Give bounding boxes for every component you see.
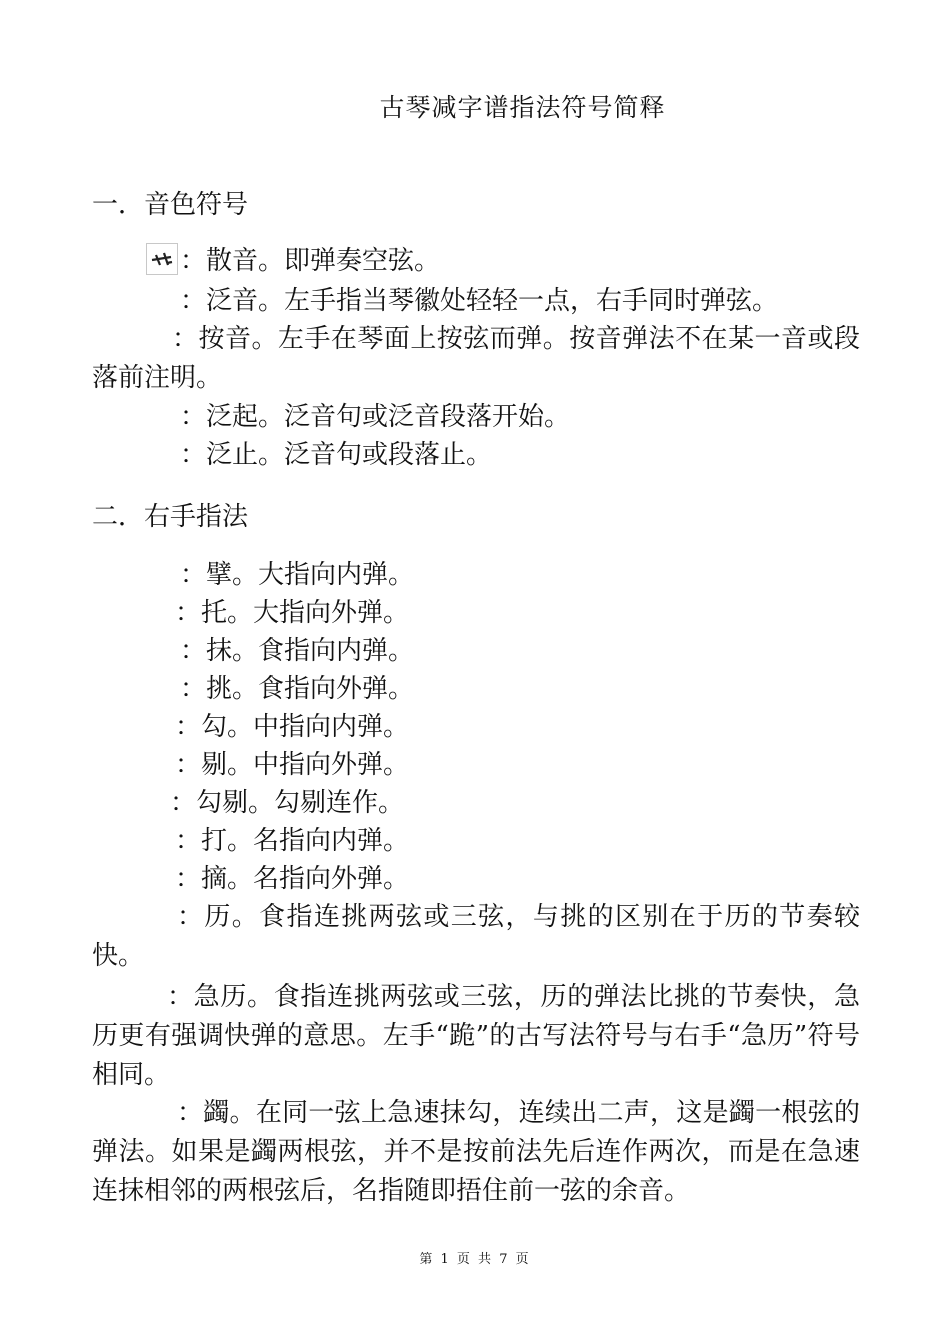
section-heading-timbre: 一．音色符号 [92, 190, 249, 220]
sanyin-symbol-icon [146, 243, 178, 275]
list-item-anyin: ：按音。左手在琴面上按弦而弹。按音弹法不在某一音或段落前注明。 [92, 324, 860, 393]
list-item-ti: ：剔。中指向外弹。 [175, 750, 410, 780]
list-item-fanqi: ：泛起。泛音句或泛音段落开始。 [180, 402, 571, 432]
list-item-bo: ：擘。大指向内弹。 [180, 560, 415, 590]
list-item-tuo: ：托。大指向外弹。 [175, 598, 410, 628]
list-item-gouti: ：勾剔。勾剔连作。 [170, 788, 405, 818]
list-item-zhai: ：摘。名指向外弹。 [175, 864, 410, 894]
list-item-fanzhi: ：泛止。泛音句或段落止。 [180, 440, 493, 470]
list-item-jili: ：急历。食指连挑两弦或三弦，历的弹法比挑的节奏快，急历更有强调快弹的意思。左手“跪”的古写法符号与右手“急历”符号相同。 [92, 982, 860, 1090]
page-title: 古琴减字谱指法符号简释 [379, 93, 666, 122]
list-item-da: ：打。名指向内弹。 [175, 826, 410, 856]
list-item-gou: ：勾。中指向内弹。 [175, 712, 410, 742]
section-heading-right-hand: 二．右手指法 [92, 502, 249, 532]
list-item-fanyin: ：泛音。左手指当琴徽处轻轻一点，右手同时弹弦。 [180, 286, 779, 316]
list-item-sanyin: ：散音。即弹奏空弦。 [146, 242, 916, 281]
list-item-tiao: ：挑。食指向外弹。 [180, 674, 415, 704]
list-item-mo: ：抹。食指向内弹。 [180, 636, 415, 666]
list-item-li: ：历。食指连挑两弦或三弦，与挑的区别在于历的节奏较快。 [92, 902, 860, 971]
list-item-juan: ：蠲。在同一弦上急速抹勾，连续出二声，这是蠲一根弦的弹法。如果是蠲两根弦，并不是按前法先后连作两次，而是在急速连抹相邻的两根弦后，名指随即捂住前一弦的余音。 [92, 1098, 860, 1206]
page-footer: 第 1 页 共 7 页 [419, 1252, 531, 1267]
